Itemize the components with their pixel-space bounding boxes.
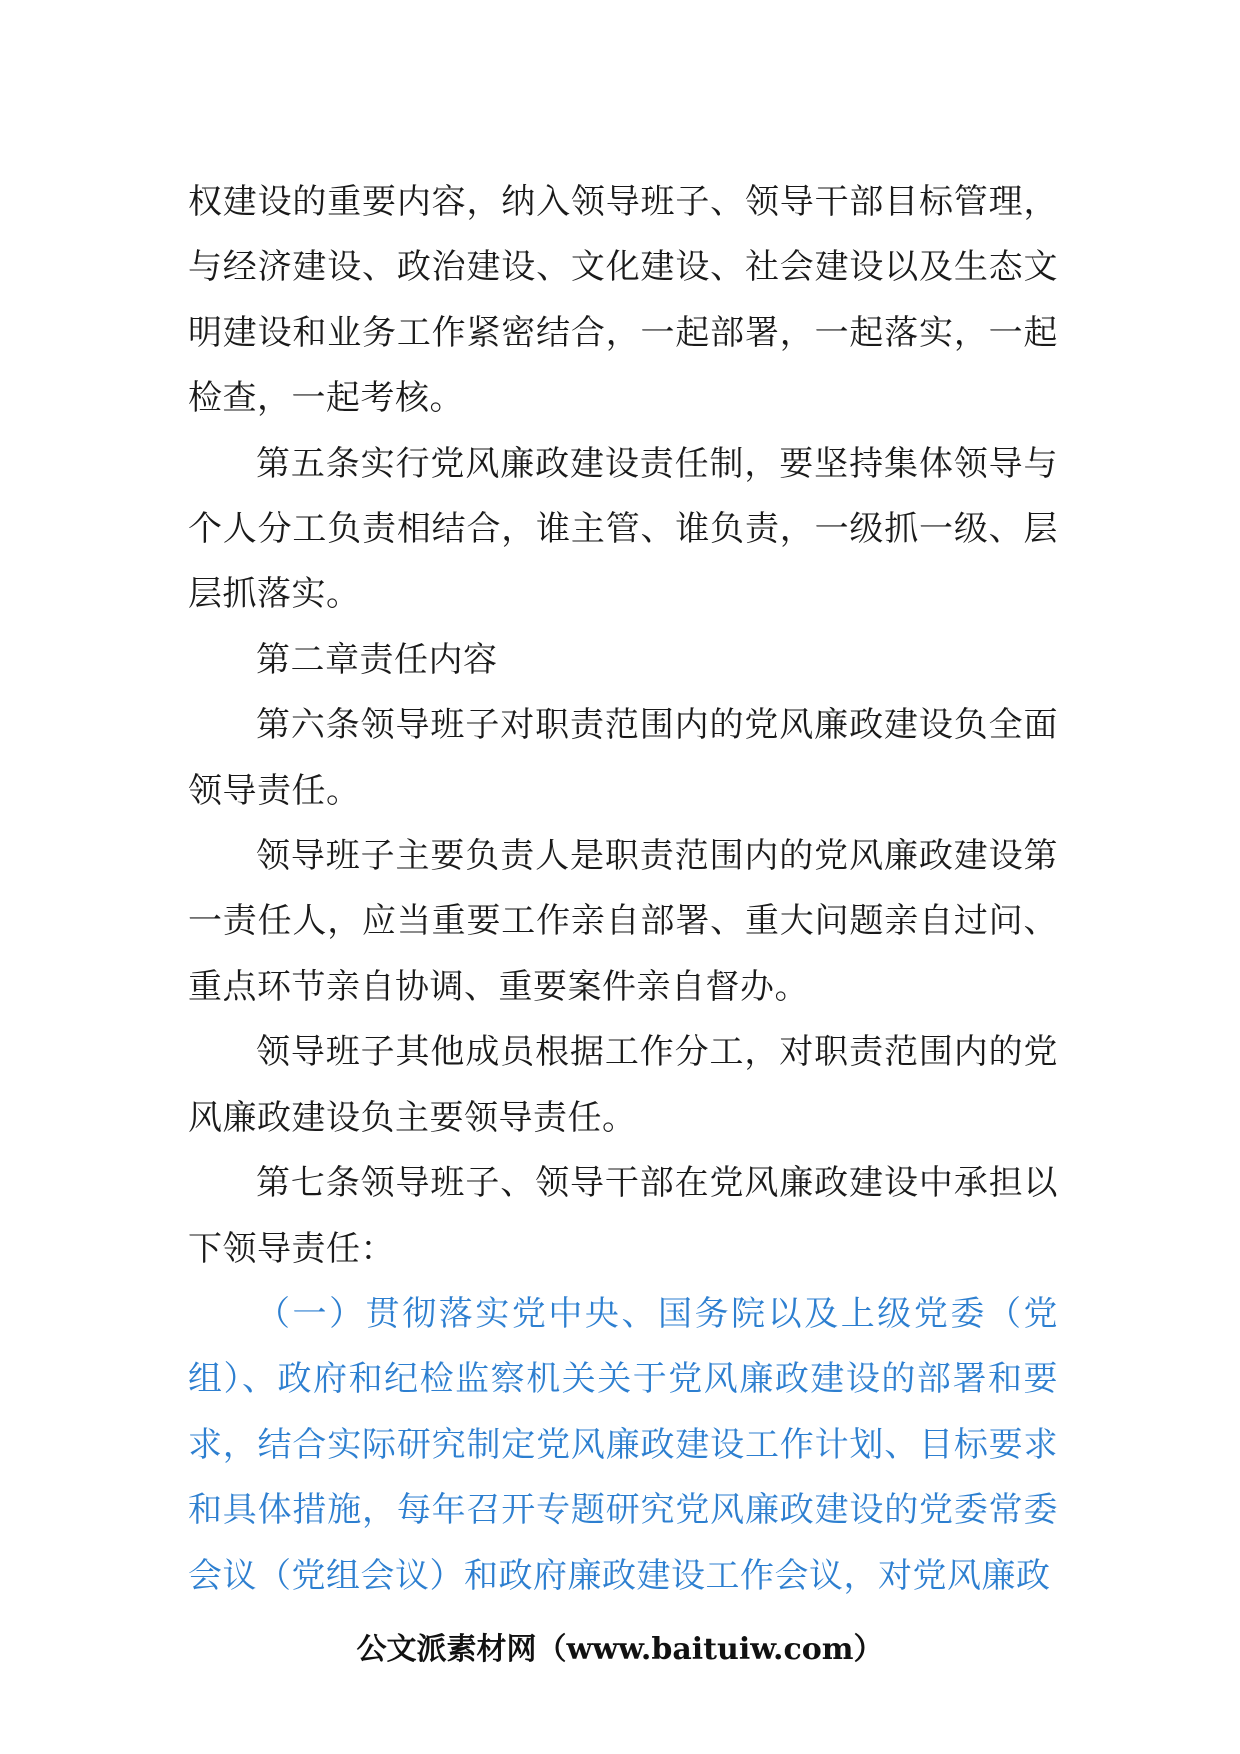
paragraph-article-7: 第七条领导班子、领导干部在党风廉政建设中承担以下领导责任：: [188, 1163, 1058, 1269]
footer-watermark: 公文派素材网（www.baituiw.com）: [356, 1632, 884, 1667]
paragraph-chief-responsible: 领导班子主要负责人是职责范围内的党风廉政建设第一责任人，应当重要工作亲自部署、重大问题亲自过问、重点环节亲自协调、重要案件亲自督办。: [188, 836, 1058, 1007]
paragraph-article-5: 第五条实行党风廉政建设责任制，要坚持集体领导与个人分工负责相结合，谁主管、谁负责，一级抓一级、层层抓落实。: [188, 443, 1058, 615]
paragraph-item-1: （一）贯彻落实党中央、国务院以及上级党委（党组）、政府和纪检监察机关关于党风廉政建设的部署和要求，结合实际研究制定党风廉政建设工作计划、目标要求和具体措施，每年召开专题研究党风廉政建设的党委常委会议（党组会议）和政府廉政建设工作会议，对党风廉政: [188, 1293, 1058, 1596]
document-body: [188, 170, 1058, 1609]
paragraph-other-members: 领导班子其他成员根据工作分工，对职责范围内的党风廉政建设负主要领导责任。: [188, 1032, 1058, 1138]
chapter-heading: 第二章责任内容: [256, 639, 498, 680]
paragraph-article-6: 第六条领导班子对职责范围内的党风廉政建设负全面领导责任。: [188, 705, 1058, 811]
paragraph-1: 权建设的重要内容，纳入领导班子、领导干部目标管理，与经济建设、政治建设、文化建设、社会建设以及生态文明建设和业务工作紧密结合，一起部署，一起落实，一起检查，一起考核。: [188, 182, 1058, 419]
